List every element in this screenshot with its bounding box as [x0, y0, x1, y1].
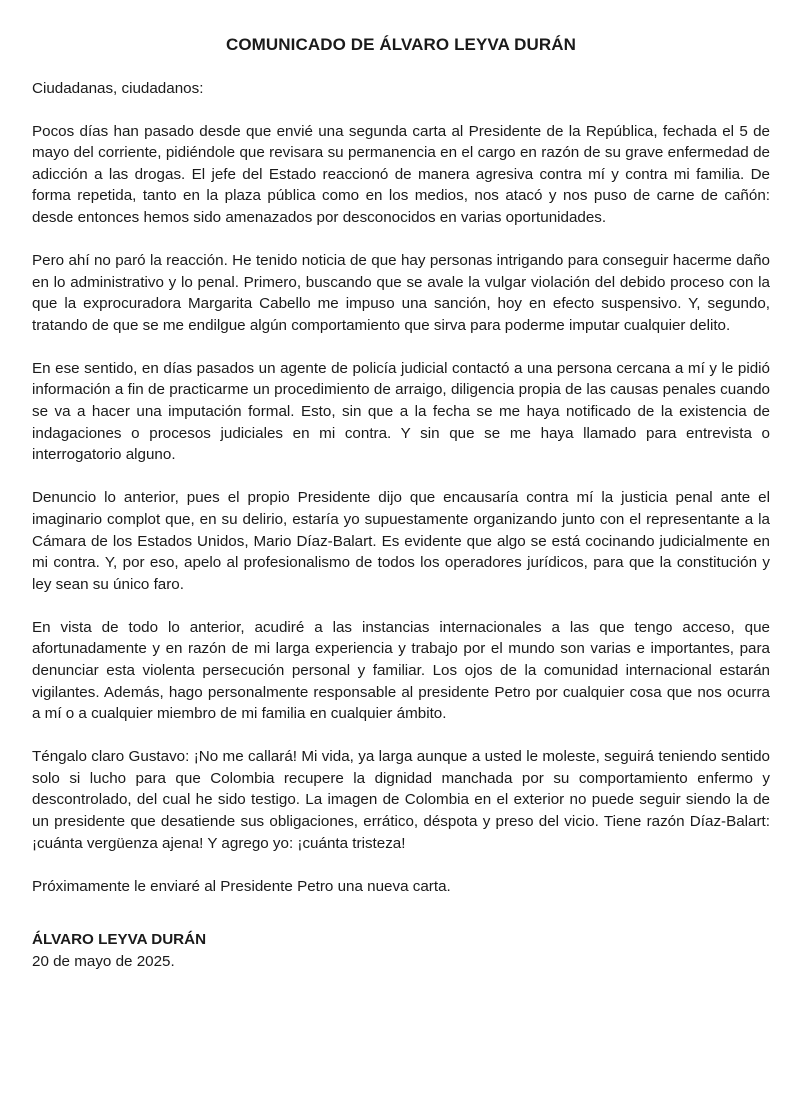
paragraph-3: En ese sentido, en días pasados un agente de policía judicial contactó a una persona cercana a mí y le pidió información a fin de practicarme un procedimiento de arraigo, diligencia propia de las causas penales cuando se va a hacer una imputación formal. Esto, sin que a la fecha se me haya notificado de la existencia de indagaciones o procesos judiciales en mi contra. Y sin que se me haya llamado para entrevista o interrogatorio alguno. — [32, 359, 770, 464]
greeting: Ciudadanas, ciudadanos: — [32, 80, 204, 97]
paragraph-4: Denuncio lo anterior, pues el propio Presidente dijo que encausaría contra mí la justicia penal ante el imaginario complot que, en su delirio, estaría yo supuestamente organizando junto con el representante a la Cámara de los Estados Unidos, Mario Díaz-Balart. Es evidente que algo se está cocinando judicialmente en mi contra. Y, por eso, apelo al profesionalismo de todos los operadores jurídicos, para que la constitución y ley sean su único faro. — [32, 489, 770, 593]
document-title: COMUNICADO DE ÁLVARO LEYVA DURÁN — [225, 35, 577, 54]
paragraph-6: Téngalo claro Gustavo: ¡No me callará! Mi vida, ya larga aunque a usted le moleste, seguirá teniendo sentido solo si lucho para que Colombia recupere la dignidad manchada por su comportamiento enfermo y descontrolado, del cual he sido testigo. La imagen de Colombia en el exterior no puede seguir siendo la de un presidente que desatiende sus obligaciones, errático, déspota y preso del vicio. Tiene razón Díaz-Balart: ¡cuánta vergüenza ajena! Y agrego yo: ¡cuánta tristeza! — [32, 748, 770, 852]
signature-name: ÁLVARO LEYVA DURÁN — [32, 931, 207, 949]
paragraph-7: Próximamente le enviaré al Presidente Petro una nueva carta. — [32, 877, 451, 895]
paragraph-2: Pero ahí no paró la reacción. He tenido noticia de que hay personas intrigando para conseguir hacerme daño en lo administrativo y lo penal. Primero, buscando que se avale la vulgar violación del debido proceso con la que la exprocuradora Margarita Cabello me impuso una sanción, hoy en efecto suspensivo. Y, segundo, tratando de que se me endilgue algún comportamiento que sirva para poderme imputar cualquier delito. — [32, 251, 770, 334]
document-page — [32, 34, 770, 972]
signature-block — [32, 929, 770, 972]
signature-date: 20 de mayo de 2025. — [32, 952, 175, 970]
paragraph-1: Pocos días han pasado desde que envié una segunda carta al Presidente de la República, fechada el 5 de mayo del corriente, pidiéndole que revisara su permanencia en el cargo en razón de su grave enfermedad de adicción a las drogas. El jefe del Estado reaccionó de manera agresiva contra mí y contra mi familia. De forma repetida, tanto en la plaza pública como en los medios, nos atacó y nos puso de carne de cañón: desde entonces hemos sido amenazados por desconocidos en varias oportunidades. — [32, 122, 770, 226]
paragraph-5: En vista de todo lo anterior, acudiré a las instancias internacionales a las que tengo acceso, que afortunadamente y en razón de mi larga experiencia y trabajo por el mundo son varias e importantes, para denunciar esta violenta persecución personal y familiar. Los ojos de la comunidad internacional estarán vigilantes. Además, hago personalmente responsable al presidente Petro por cualquier cosa que nos ocurra a mí o a cualquier miembro de mi familia en cualquier ámbito. — [32, 618, 770, 723]
